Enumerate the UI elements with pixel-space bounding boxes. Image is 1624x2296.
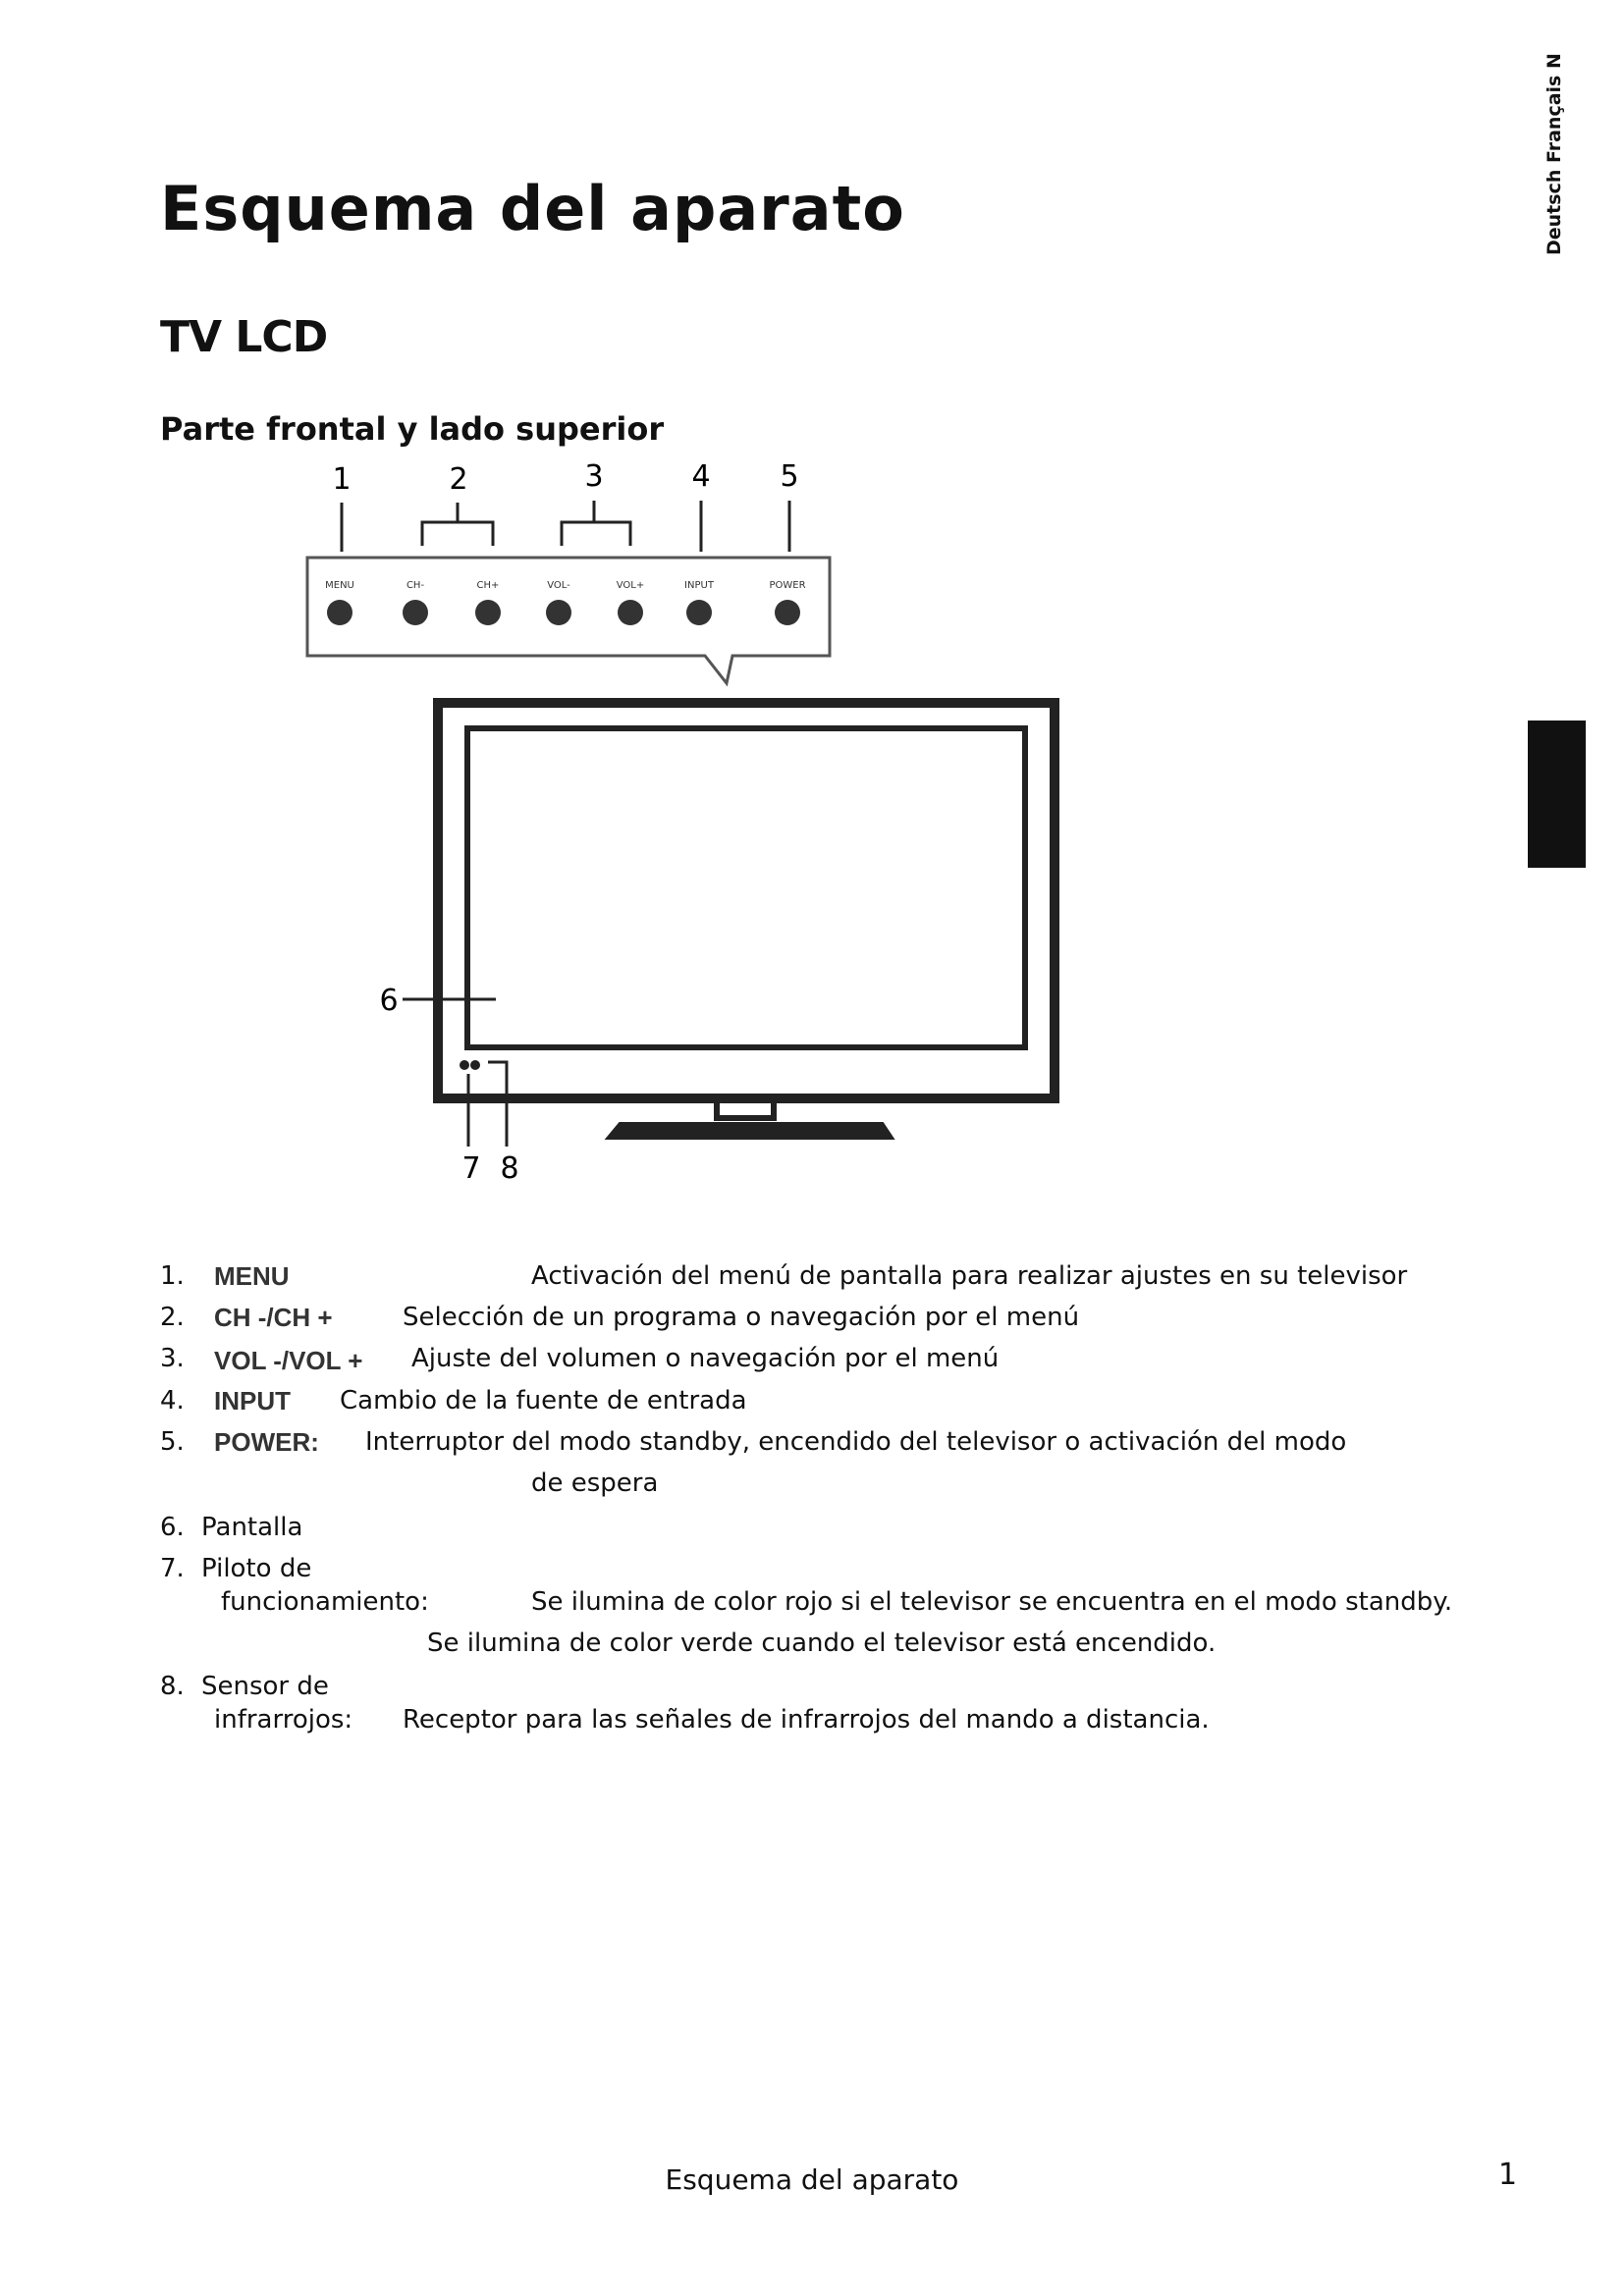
- top-leader-lines: [342, 501, 789, 552]
- callout-5: 5: [780, 459, 799, 494]
- tv-bezel: [438, 703, 1055, 1098]
- item-desc: Se ilumina de color verde cuando el televisor está encendido.: [427, 1629, 1217, 1658]
- button-label-vol-plus: VOL+: [616, 580, 645, 591]
- item-desc: Ajuste del volumen o navegación por el menú: [411, 1344, 1000, 1373]
- ir-sensor: [470, 1060, 480, 1070]
- leader-line-8: [488, 1062, 507, 1147]
- item-desc: de espera: [531, 1468, 659, 1498]
- callout-6: 6: [379, 984, 399, 1018]
- item-label: infrarrojos:: [214, 1705, 353, 1735]
- item-desc: Receptor para las señales de infrarrojos del mando a distancia.: [403, 1705, 1210, 1735]
- button-label-menu: MENU: [325, 580, 354, 591]
- vol-plus-button: [618, 600, 643, 625]
- item-desc: Selección de un programa o navegación por el menú: [403, 1303, 1080, 1332]
- callout-2: 2: [449, 462, 468, 497]
- button-label-input: INPUT: [684, 580, 714, 591]
- callout-7: 7: [461, 1151, 481, 1186]
- button-label-vol-minus: VOL-: [547, 580, 570, 591]
- item-label: Piloto de: [201, 1554, 312, 1583]
- item-key: POWER:: [214, 1427, 319, 1457]
- vol-minus-button: [546, 600, 571, 625]
- ch-plus-button: [475, 600, 501, 625]
- button-label-ch-plus: CH+: [476, 580, 500, 591]
- item-key: INPUT: [214, 1386, 291, 1415]
- power-button: [775, 600, 800, 625]
- item-key: MENU: [214, 1261, 290, 1291]
- button-label-ch-minus: CH-: [406, 580, 425, 591]
- item-desc: Cambio de la fuente de entrada: [340, 1386, 747, 1415]
- power-led: [460, 1060, 469, 1070]
- callout-4: 4: [691, 459, 711, 494]
- item-label: funcionamiento:: [221, 1587, 429, 1617]
- language-index-text: Deutsch Français N: [1543, 53, 1565, 255]
- callout-3: 3: [584, 459, 604, 494]
- page-number: 1: [1498, 2158, 1518, 2192]
- item-desc: Se ilumina de color rojo si el televisor se encuentra en el modo standby.: [531, 1587, 1453, 1617]
- section-heading: Parte frontal y lado superior: [160, 410, 665, 448]
- page-subtitle: TV LCD: [160, 312, 328, 362]
- callout-1: 1: [332, 462, 352, 497]
- item-desc: Interruptor del modo standby, encendido del televisor o activación del modo: [365, 1427, 1347, 1457]
- item-label: Sensor de: [201, 1672, 329, 1701]
- item-label: Pantalla: [201, 1513, 303, 1542]
- item-key: CH -/CH +: [214, 1303, 333, 1332]
- menu-button: [327, 600, 352, 625]
- page-title: Esquema del aparato: [160, 173, 905, 244]
- item-desc: Activación del menú de pantalla para realizar ajustes en su televisor: [531, 1261, 1408, 1291]
- tv-stand-base: [611, 1125, 890, 1137]
- button-label-power: POWER: [769, 580, 806, 591]
- page-footer: Esquema del aparato: [665, 2163, 959, 2196]
- tv-screen: [467, 728, 1025, 1047]
- input-button: [686, 600, 712, 625]
- tv-stand-neck: [717, 1098, 774, 1118]
- ch-minus-button: [403, 600, 428, 625]
- item-key: VOL -/VOL +: [214, 1346, 363, 1375]
- callout-8: 8: [500, 1151, 519, 1186]
